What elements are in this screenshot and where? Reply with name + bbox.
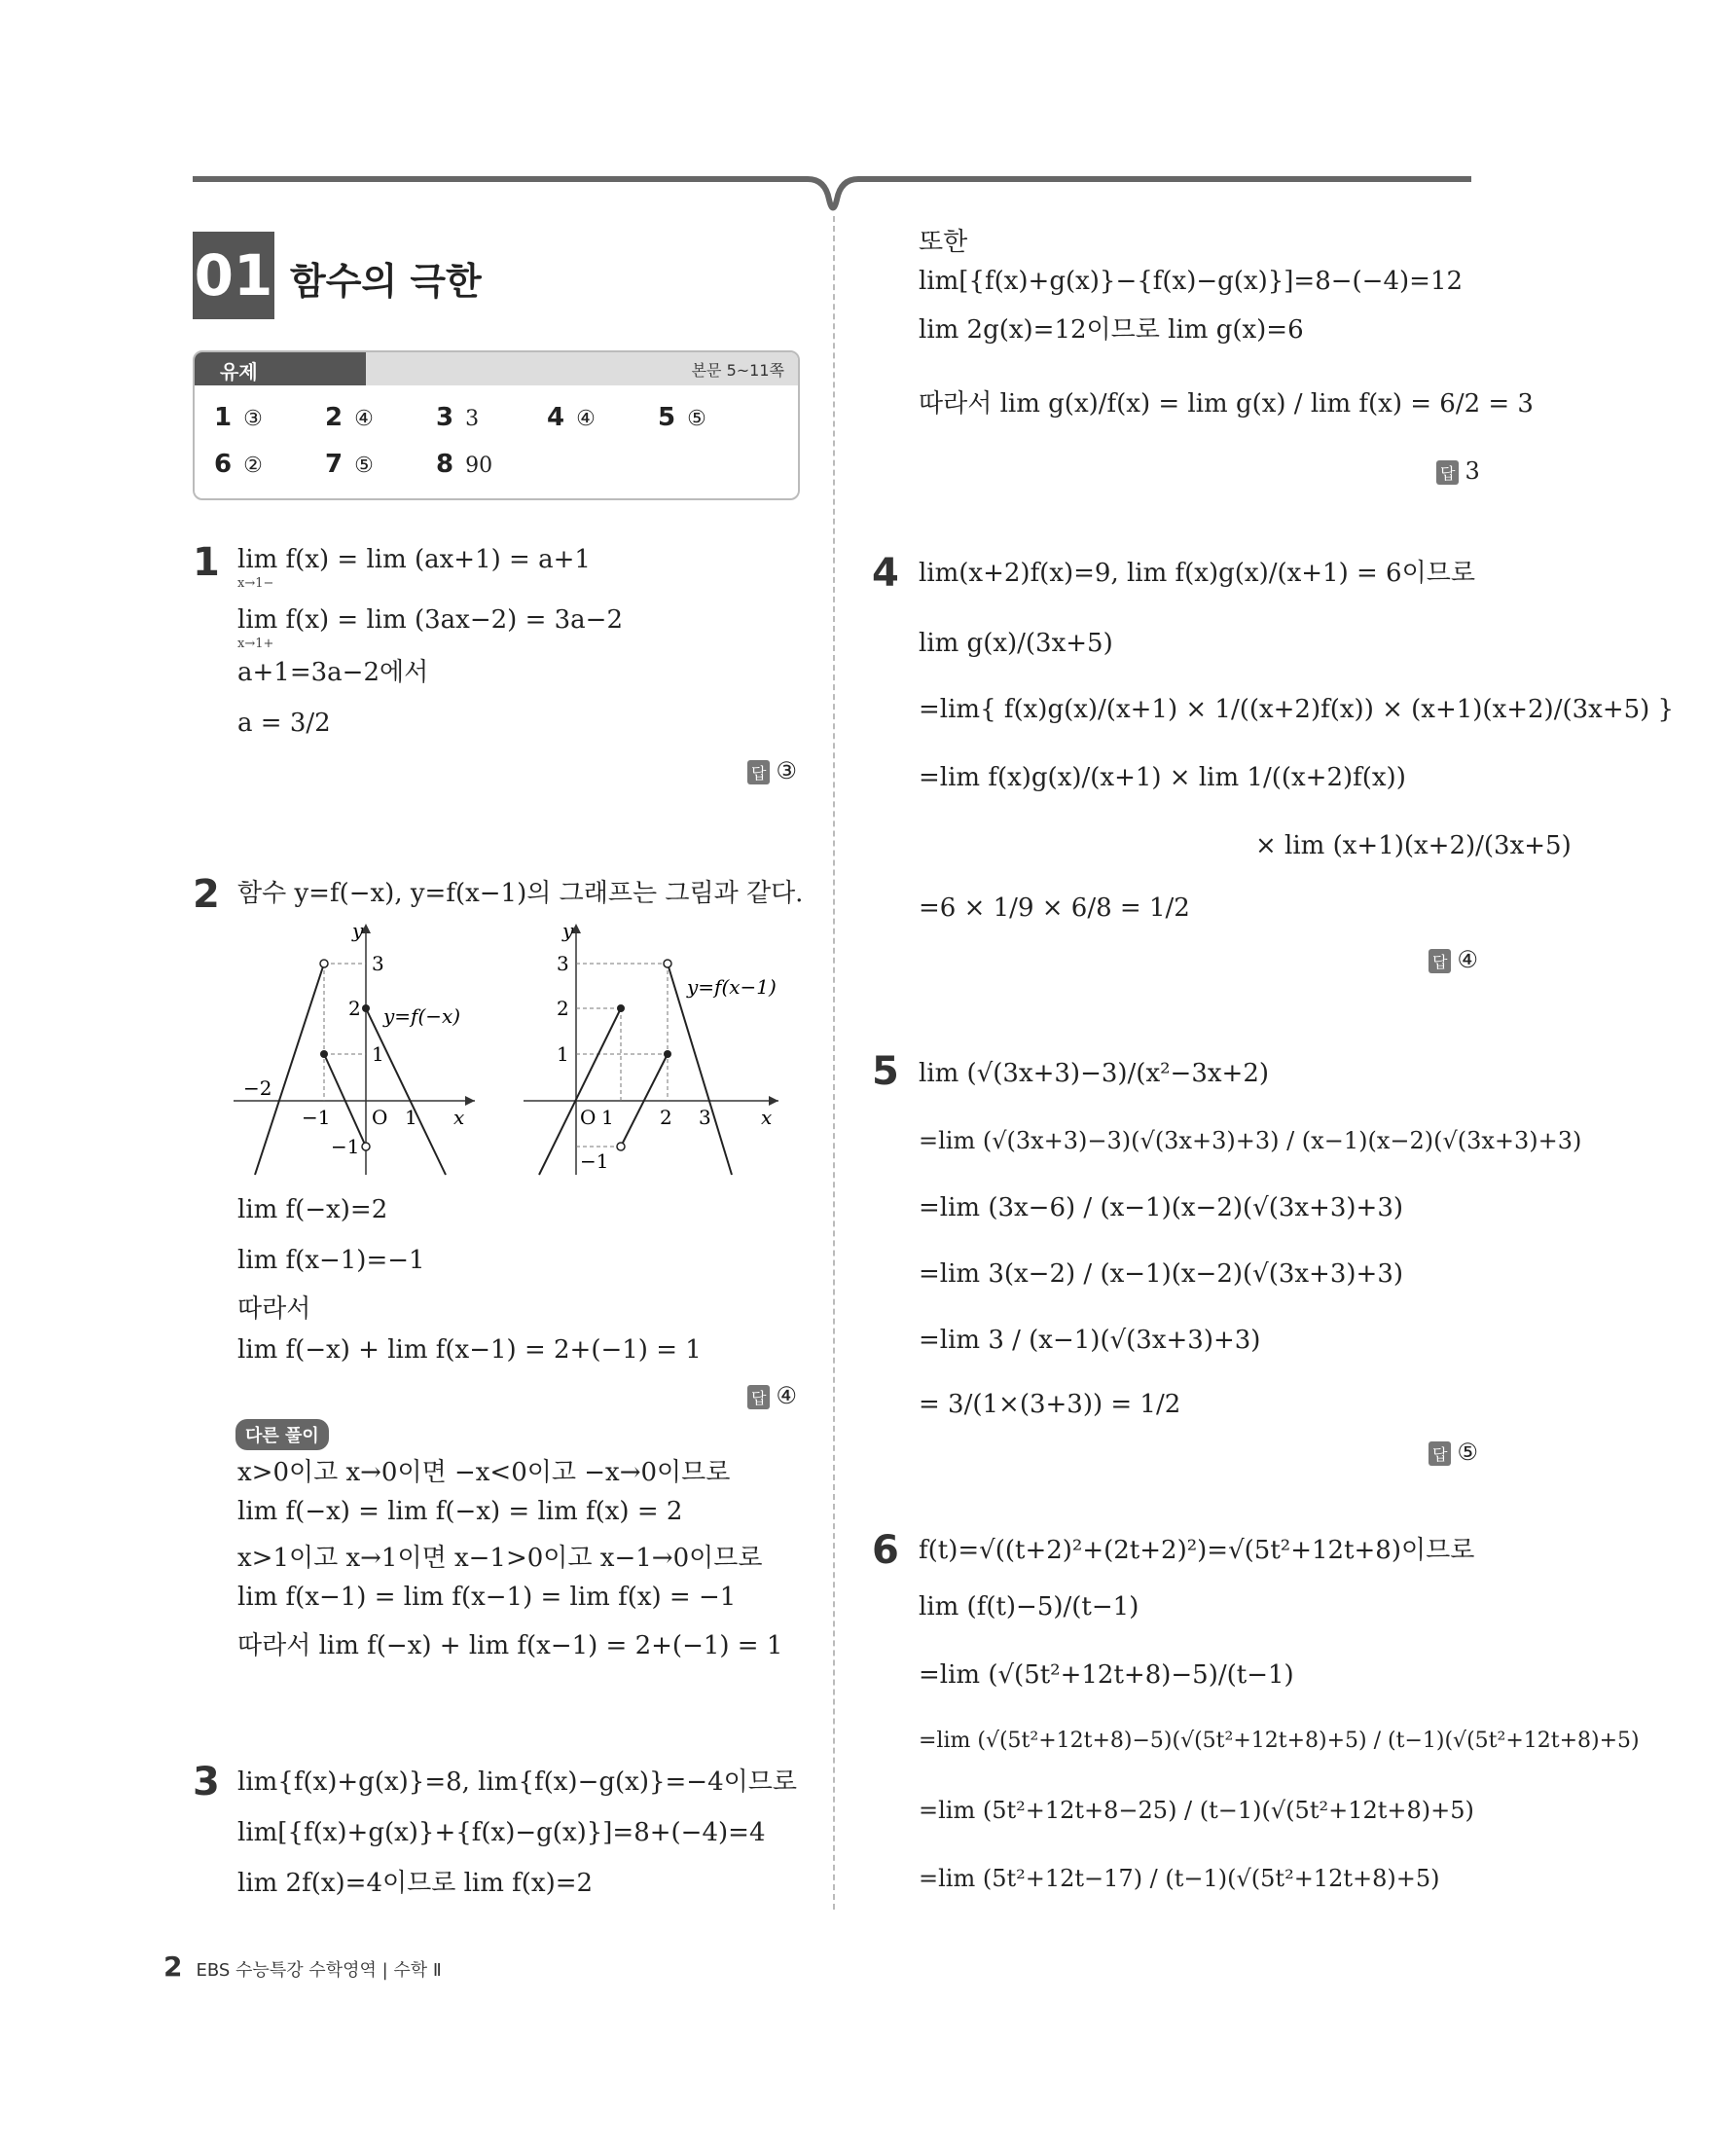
solution-line: =lim f(x)g(x)/(x+1) × lim 1/((x+2)f(x)) xyxy=(919,763,1406,792)
solution-line: =lim (√(5t²+12t+8)−5)(√(5t²+12t+8)+5) / (t−1)(√(5t²+12t+8)+5) xyxy=(919,1729,1640,1753)
axis-label-x: x xyxy=(761,1106,773,1129)
solution-line: =lim (5t²+12t−17) / (t−1)(√(5t²+12t+8)+5) xyxy=(919,1865,1440,1892)
example-answer: 4 ④ xyxy=(547,403,596,432)
solution-line: lim 2f(x)=4이므로 lim f(x)=2 xyxy=(237,1869,594,1898)
solution-line: =lim (√(5t²+12t+8)−5)/(t−1) xyxy=(919,1660,1294,1690)
solution-line: 따라서 xyxy=(237,1294,311,1324)
solution-line: =lim 3 / (x−1)(√(3x+3)+3) xyxy=(919,1326,1261,1355)
footer-text: EBS 수능특강 수학영역 | 수학 Ⅱ xyxy=(196,1960,442,1981)
y-tick-label: −1 xyxy=(331,1135,360,1158)
problem-number: 3 xyxy=(193,1760,220,1804)
solution-line: lim f(−x) + lim f(x−1) = 2+(−1) = 1 xyxy=(237,1335,702,1365)
page-footer xyxy=(163,1950,442,1983)
solution-line: × lim (x+1)(x+2)/(3x+5) xyxy=(1255,831,1572,860)
solution-line: lim g(x)/(3x+5) xyxy=(919,629,1113,658)
x-tick-label: 1 xyxy=(405,1106,417,1129)
example-answer: 2 ④ xyxy=(325,403,374,432)
problem-number: 2 xyxy=(193,872,220,917)
solution-line: lim f(x) = lim (3ax−2) = 3a−2 xyxy=(237,605,623,635)
x-tick-label: 3 xyxy=(699,1106,711,1129)
solution-line: f(t)=√((t+2)²+(2t+2)²)=√(5t²+12t+8)이므로 xyxy=(919,1536,1475,1565)
y-tick-label: 1 xyxy=(557,1042,569,1066)
solution-line: =lim (√(3x+3)−3)(√(3x+3)+3) / (x−1)(x−2)(√(3x+3)+3) xyxy=(919,1127,1582,1154)
alt-solution-line: lim f(−x) = lim f(−x) = lim f(x) = 2 xyxy=(237,1497,683,1526)
examples-page-ref: 본문 5~11쪽 xyxy=(691,361,784,380)
alt-solution-line: x>0이고 x→0이면 −x<0이고 −x→0이므로 xyxy=(237,1458,731,1487)
graph-f-x-minus-1 xyxy=(524,920,794,1178)
alt-solution-badge: 다른 풀이 xyxy=(235,1419,329,1450)
solution-line: lim[{f(x)+g(x)}+{f(x)−g(x)}]=8+(−4)=4 xyxy=(237,1818,766,1847)
page-number: 2 xyxy=(163,1950,183,1983)
x-tick-label: −2 xyxy=(243,1076,272,1100)
solution-line: =lim (3x−6) / (x−1)(x−2)(√(3x+3)+3) xyxy=(919,1193,1403,1222)
solution-line: lim f(x−1)=−1 xyxy=(237,1246,425,1275)
example-answer: 3 3 xyxy=(436,403,480,432)
solution-line: a+1=3a−2에서 xyxy=(237,658,429,687)
solution-line: lim[{f(x)+g(x)}−{f(x)−g(x)}]=8−(−4)=12 xyxy=(919,267,1464,296)
solution-line: lim f(x) = lim (ax+1) = a+1 xyxy=(237,545,591,574)
alt-solution-line: lim f(x−1) = lim f(x−1) = lim f(x) = −1 xyxy=(237,1583,737,1612)
answer-mark: 답 ③ xyxy=(747,757,797,784)
x-tick-label: O xyxy=(372,1106,388,1129)
answer-mark: 답 3 xyxy=(1436,457,1480,485)
alt-solution-line: x>1이고 x→1이면 x−1>0이고 x−1→0이므로 xyxy=(237,1544,763,1573)
answer-mark: 답 ④ xyxy=(747,1382,797,1409)
column-divider xyxy=(833,216,835,1910)
answer-mark: 답 ⑤ xyxy=(1429,1439,1478,1466)
axis-label-y: y xyxy=(352,920,364,942)
example-answer: 5 ⑤ xyxy=(658,403,706,432)
solution-line: lim f(−x)=2 xyxy=(237,1195,388,1224)
limit-subscript: x→1+ xyxy=(237,637,274,651)
solution-line: = 3/(1×(3+3)) = 1/2 xyxy=(919,1390,1181,1419)
solution-line: 또한 xyxy=(919,228,968,257)
example-answer: 6 ② xyxy=(214,450,263,479)
problem-number: 4 xyxy=(872,551,899,596)
y-tick-label: 1 xyxy=(372,1042,384,1066)
solution-line: lim{f(x)+g(x)}=8, lim{f(x)−g(x)}=−4이므로 xyxy=(237,1767,797,1797)
solution-line: lim (√(3x+3)−3)/(x²−3x+2) xyxy=(919,1059,1270,1088)
example-answer: 8 90 xyxy=(436,450,493,479)
examples-label: 유제 xyxy=(220,360,258,383)
example-answer: 1 ③ xyxy=(214,403,263,432)
axis-label-y: y xyxy=(562,920,574,942)
chapter-title: 함수의 극한 xyxy=(290,260,482,303)
chapter-number: 01 xyxy=(193,232,274,319)
solution-line: =lim 3(x−2) / (x−1)(x−2)(√(3x+3)+3) xyxy=(919,1259,1403,1289)
answer-mark: 답 ④ xyxy=(1429,946,1478,973)
solution-line: =lim{ f(x)g(x)/(x+1) × 1/((x+2)f(x)) × (x+1)(x+2)/(3x+5) } xyxy=(919,695,1675,724)
y-tick-label: 3 xyxy=(557,952,569,975)
solution-line: 따라서 lim g(x)/f(x) = lim g(x) / lim f(x) = 6/2 = 3 xyxy=(919,389,1534,419)
y-tick-label: 2 xyxy=(348,997,361,1020)
solution-line: lim(x+2)f(x)=9, lim f(x)g(x)/(x+1) = 6이므로 xyxy=(919,559,1475,588)
curve-label: y=f(x−1) xyxy=(687,975,777,999)
solution-line: a = 3/2 xyxy=(237,709,331,738)
x-tick-label: −1 xyxy=(302,1106,331,1129)
y-tick-label: −1 xyxy=(580,1149,609,1173)
problem-number: 6 xyxy=(872,1528,899,1573)
x-tick-label: O xyxy=(580,1106,597,1129)
x-tick-label: 2 xyxy=(660,1106,672,1129)
x-tick-label: 1 xyxy=(601,1106,614,1129)
solution-line: =lim (5t²+12t+8−25) / (t−1)(√(5t²+12t+8)+5) xyxy=(919,1797,1474,1824)
problem-intro: 함수 y=f(−x), y=f(x−1)의 그래프는 그림과 같다. xyxy=(237,879,804,908)
y-tick-label: 2 xyxy=(557,997,569,1020)
limit-subscript: x→1− xyxy=(237,576,274,591)
solution-line: lim (f(t)−5)/(t−1) xyxy=(919,1592,1139,1622)
header-rule xyxy=(0,0,1736,234)
y-tick-label: 3 xyxy=(372,952,384,975)
solution-line: =6 × 1/9 × 6/8 = 1/2 xyxy=(919,893,1190,923)
problem-number: 1 xyxy=(193,540,220,585)
curve-label: y=f(−x) xyxy=(383,1004,461,1028)
problem-number: 5 xyxy=(872,1049,899,1094)
examples-answer-box xyxy=(193,350,800,500)
graph-f-neg-x xyxy=(234,920,487,1178)
alt-solution-line: 따라서 lim f(−x) + lim f(x−1) = 2+(−1) = 1 xyxy=(237,1631,783,1660)
example-answer: 7 ⑤ xyxy=(325,450,374,479)
axis-label-x: x xyxy=(453,1106,465,1129)
solution-line: lim 2g(x)=12이므로 lim g(x)=6 xyxy=(919,315,1304,345)
